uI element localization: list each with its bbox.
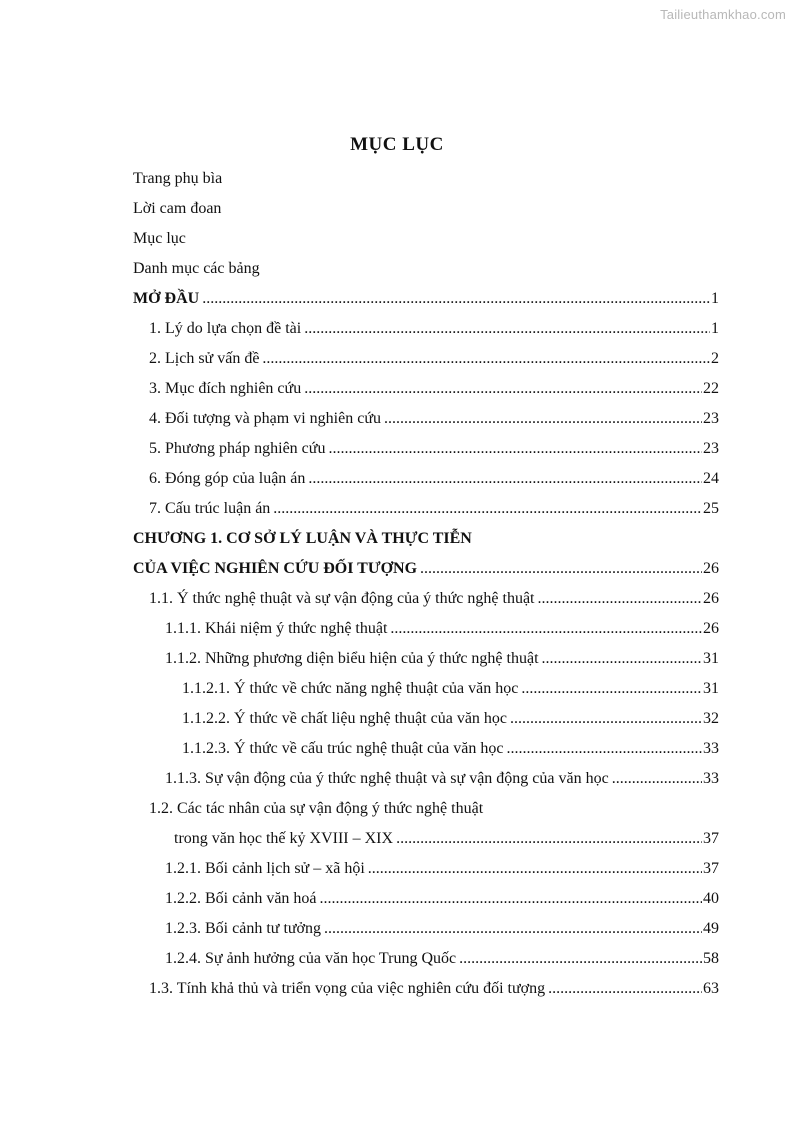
toc-entry-label: 1.1.2.1. Ý thức về chức năng nghệ thuật của văn học [182,680,519,697]
toc-entry-label: CỦA VIỆC NGHIÊN CỨU ĐỐI TƯỢNG [133,560,418,577]
toc-entry-label: trong văn học thế kỷ XVIII – XIX [174,830,394,847]
toc-entry-page: 1 [711,320,719,337]
toc-entry [133,798,719,828]
toc-entry [133,588,719,618]
toc-leader-dots [324,918,702,940]
toc-entry-label: 7. Cấu trúc luận án [149,500,271,517]
toc-entry [133,168,719,198]
toc-entry [133,678,719,708]
toc-entry-page: 33 [703,740,719,757]
toc-entry-label: 4. Đối tượng và phạm vi nghiên cứu [149,410,381,427]
page-title: MỤC LỤC [350,134,444,155]
toc-entry [133,948,719,978]
toc-leader-dots [510,708,702,730]
toc-entry [133,708,719,738]
toc-entry-page: 26 [703,560,719,577]
toc-entry-label: Danh mục các bảng [133,260,260,277]
toc-entry-label: Mục lục [133,230,186,247]
toc-entry-label: CHƯƠNG 1. CƠ SỞ LÝ LUẬN VÀ THỰC TIỄN [133,530,472,547]
toc-entry [133,978,719,1008]
toc-entry [133,858,719,888]
toc-entry [133,738,719,768]
toc-entry-page: 25 [703,500,719,517]
toc-entry [133,228,719,258]
toc-leader-dots [548,978,702,1000]
toc-entry-label: 1.1.2.2. Ý thức về chất liệu nghệ thuật của văn học [182,710,508,727]
toc-leader-dots [459,948,702,970]
toc-leader-dots [396,828,702,850]
toc-entry [133,648,719,678]
toc-entry [133,768,719,798]
toc-entry-page: 49 [703,920,719,937]
toc-leader-dots [304,378,702,400]
toc-entry [133,528,719,558]
toc-entry-page: 2 [711,350,719,367]
toc-entry [133,438,719,468]
toc-leader-dots [612,768,702,790]
toc-leader-dots [368,858,702,880]
toc-leader-dots [390,618,702,640]
toc-leader-dots [320,888,702,910]
toc-entry-page: 22 [703,380,719,397]
watermark-text: Tailieuthamkhao.com [660,7,786,22]
toc-entry [133,618,719,648]
toc-entry-page: 1 [711,290,719,307]
toc-entry [133,378,719,408]
toc-entry [133,348,719,378]
toc-entry-label: 1.2.4. Sự ảnh hưởng của văn học Trung Quốc [165,950,457,967]
toc-entry-label: 1.2.3. Bối cảnh tư tưởng [165,920,322,937]
toc-entry-page: 40 [703,890,719,907]
toc-leader-dots [521,678,702,700]
toc-entry-page: 37 [703,830,719,847]
toc-entry [133,468,719,498]
toc-leader-dots [506,738,702,760]
table-of-contents [133,168,719,1008]
toc-entry-label: 1. Lý do lựa chọn đề tài [149,320,302,337]
toc-entry [133,828,719,858]
toc-entry-page: 26 [703,620,719,637]
toc-entry [133,558,719,588]
toc-entry-page: 23 [703,410,719,427]
toc-leader-dots [420,558,702,580]
toc-entry-page: 32 [703,710,719,727]
toc-entry-page: 31 [703,680,719,697]
toc-entry [133,498,719,528]
toc-entry [133,258,719,288]
toc-entry-page: 23 [703,440,719,457]
toc-entry [133,318,719,348]
toc-entry [133,198,719,228]
toc-leader-dots [542,648,702,670]
toc-entry-label: 1.2.2. Bối cảnh văn hoá [165,890,317,907]
toc-entry-page: 58 [703,950,719,967]
toc-leader-dots [537,588,702,610]
toc-entry [133,918,719,948]
toc-leader-dots [308,468,702,490]
toc-entry-label: 1.1. Ý thức nghệ thuật và sự vận động của ý thức nghệ thuật [149,590,535,607]
toc-entry [133,408,719,438]
toc-entry-label: Lời cam đoan [133,200,222,217]
toc-entry-label: 1.1.2.3. Ý thức về cấu trúc nghệ thuật của văn học [182,740,504,757]
toc-entry-page: 33 [703,770,719,787]
toc-entry-label: 5. Phương pháp nghiên cứu [149,440,326,457]
toc-leader-dots [273,498,702,520]
toc-entry-page: 26 [703,590,719,607]
toc-leader-dots [328,438,702,460]
toc-leader-dots [202,288,710,310]
toc-entry-label: 2. Lịch sử vấn đề [149,350,260,367]
toc-leader-dots [262,348,710,370]
toc-entry-page: 31 [703,650,719,667]
toc-entry-label: 1.3. Tính khả thủ và triển vọng của việc nghiên cứu đối tượng [149,980,546,997]
toc-leader-dots [304,318,710,340]
toc-entry-label: MỞ ĐẦU [133,290,200,307]
toc-entry-label: 1.2.1. Bối cảnh lịch sử – xã hội [165,860,365,877]
toc-entry [133,288,719,318]
toc-entry-label: 1.1.3. Sự vận động của ý thức nghệ thuật và sự vận động của văn học [165,770,609,787]
toc-entry-label: 1.1.2. Những phương diện biểu hiện của ý thức nghệ thuật [165,650,539,667]
toc-entry-page: 37 [703,860,719,877]
toc-entry-label: 1.2. Các tác nhân của sự vận động ý thức nghệ thuật [149,800,484,817]
toc-entry-label: Trang phụ bìa [133,170,223,187]
toc-entry-label: 1.1.1. Khái niệm ý thức nghệ thuật [165,620,388,637]
toc-entry-page: 24 [703,470,719,487]
toc-entry-page: 63 [703,980,719,997]
toc-entry [133,888,719,918]
toc-leader-dots [384,408,702,430]
toc-entry-label: 3. Mục đích nghiên cứu [149,380,302,397]
toc-entry-label: 6. Đóng góp của luận án [149,470,306,487]
